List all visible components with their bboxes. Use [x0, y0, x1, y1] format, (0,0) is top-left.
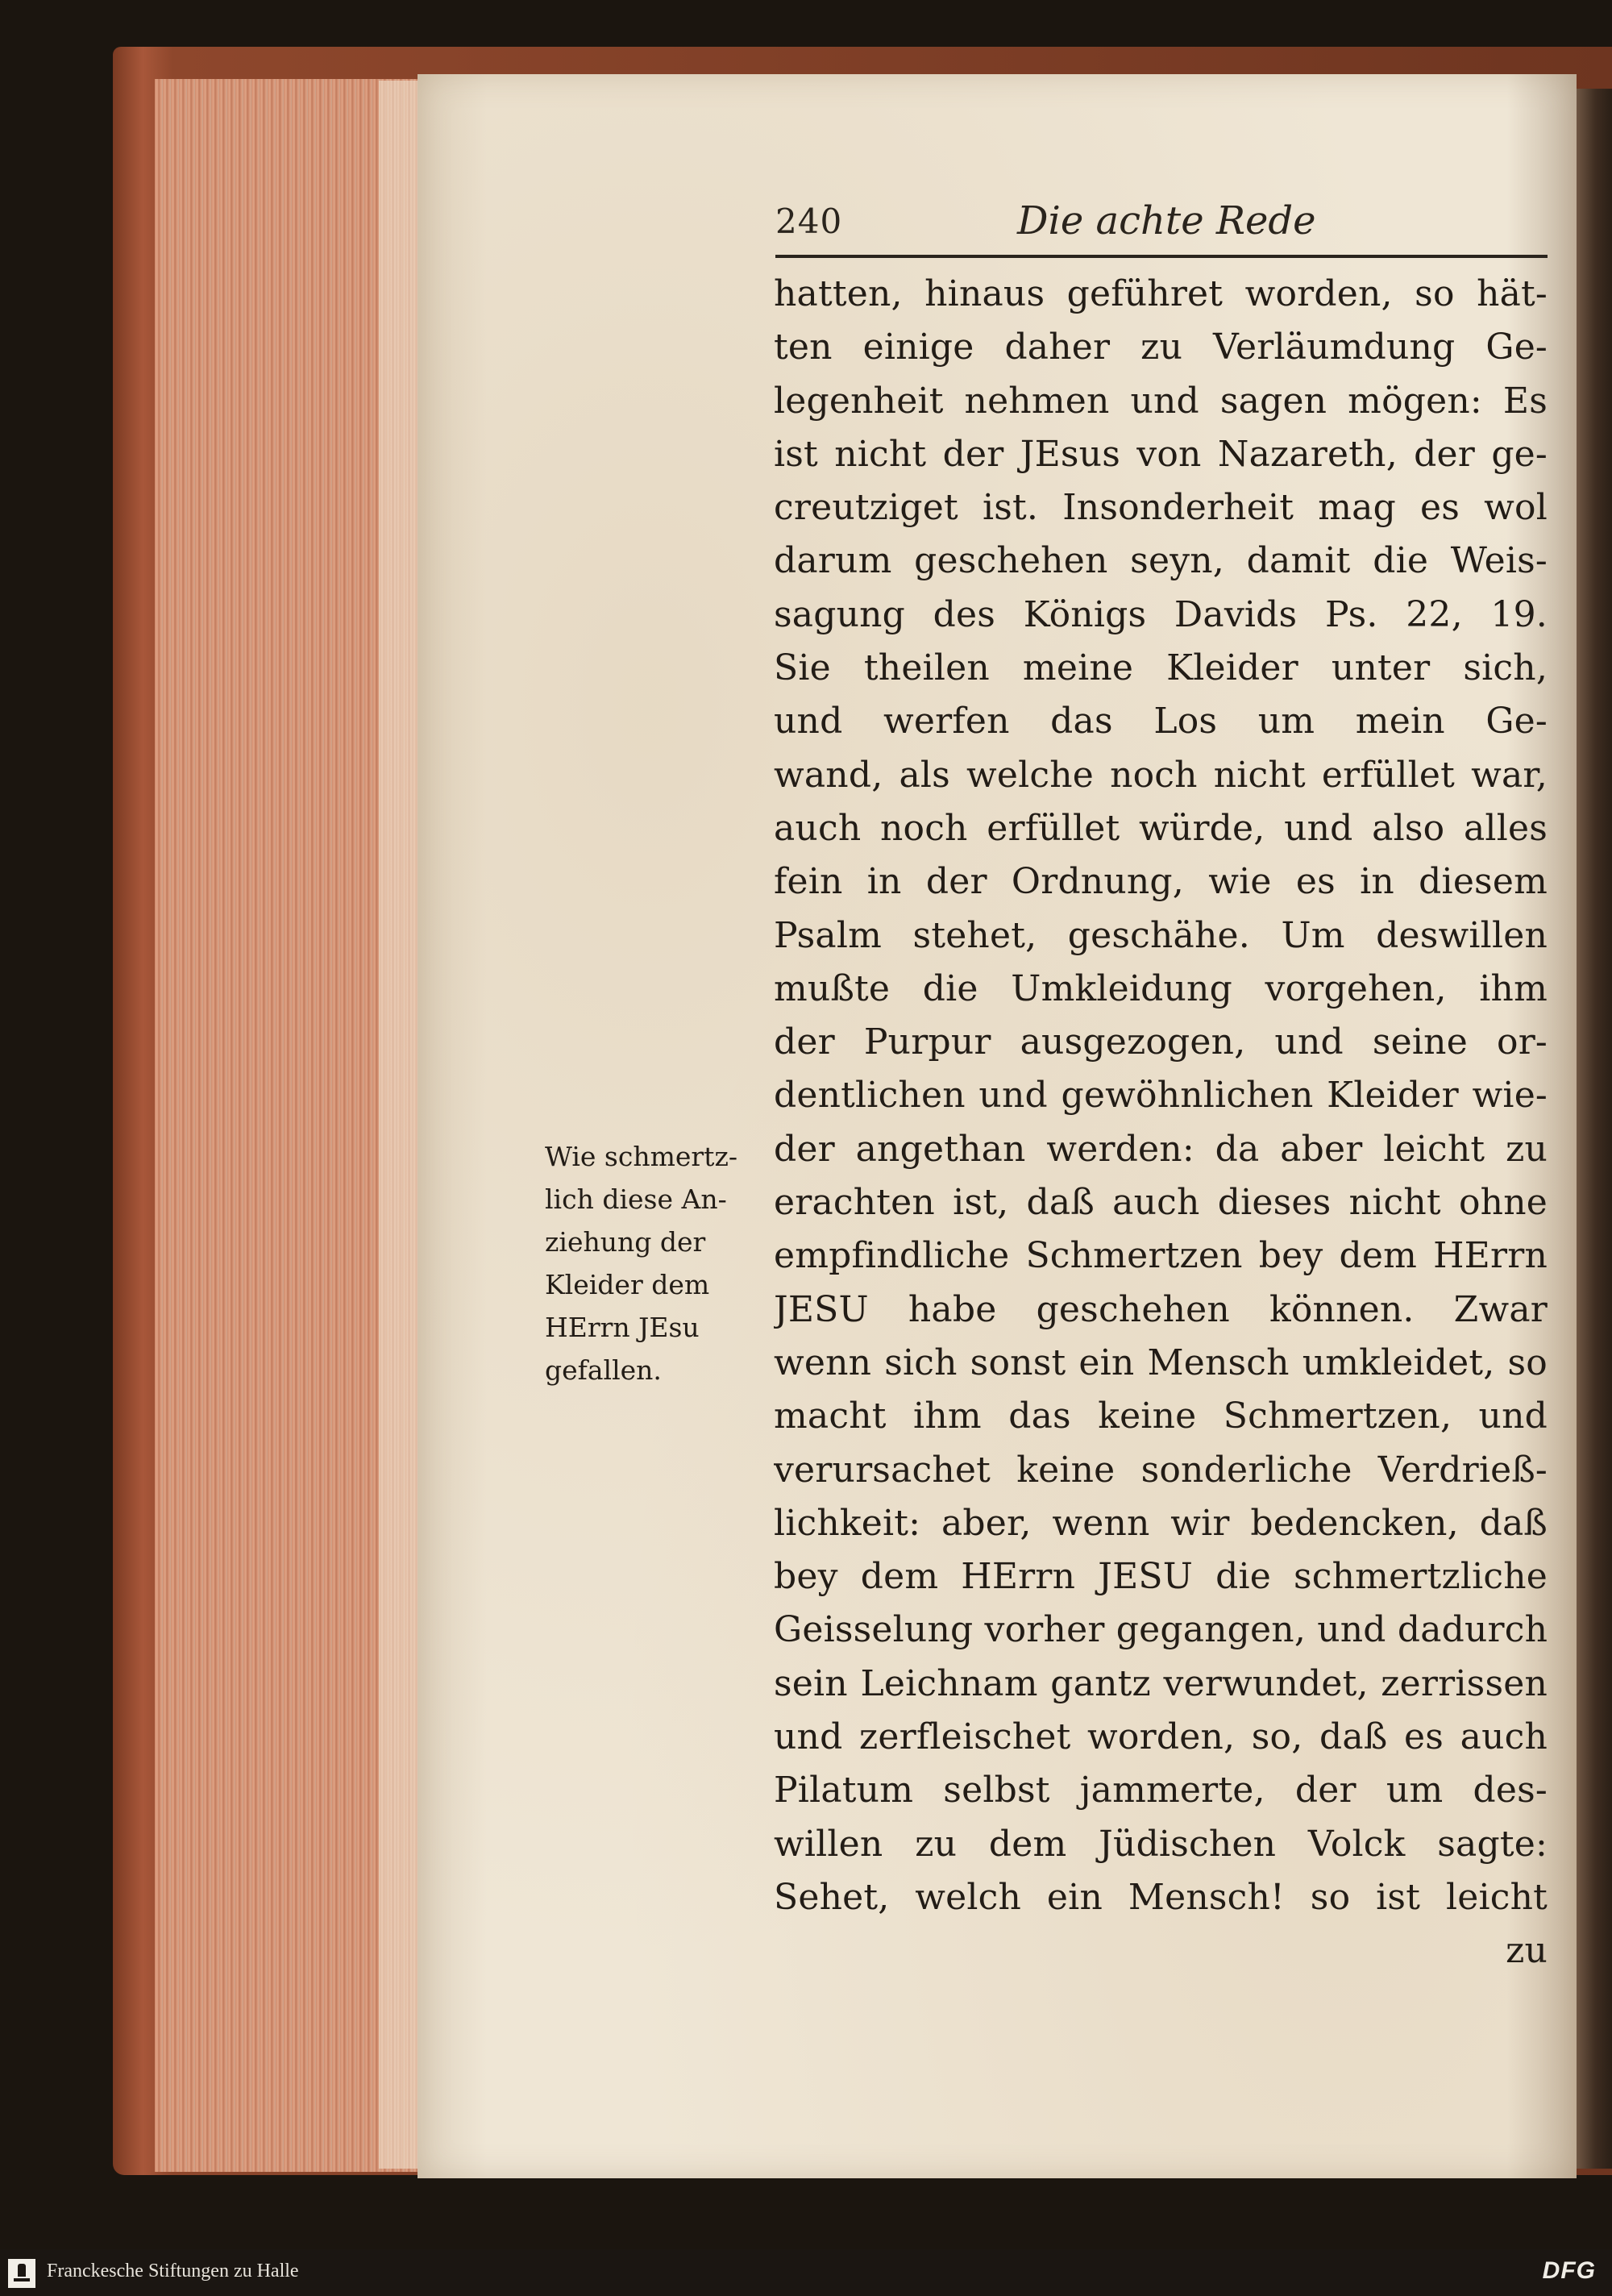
text-line: und werfen das Los um mein Ge- — [774, 701, 1548, 742]
text-line: creutziget ist. Insonderheit mag es wol — [774, 487, 1548, 529]
page-edges-highlight — [379, 81, 419, 2169]
running-head: Die achte Rede — [1017, 198, 1316, 243]
text-line: willen zu dem Jüdischen Volck sagte: — [774, 1823, 1548, 1865]
text-line: und zerfleischet worden, so, daß es auch — [774, 1716, 1548, 1758]
text-line: der Purpur ausgezogen, und seine or- — [774, 1021, 1548, 1063]
text-line: Geisselung vorher gegangen, und dadurch — [774, 1609, 1548, 1651]
institution-name: Franckesche Stiftungen zu Halle — [47, 2261, 299, 2281]
text-line: mußte die Umkleidung vorgehen, ihm — [774, 967, 1548, 1009]
text-line: Pilatum selbst jammerte, der um des- — [774, 1770, 1548, 1811]
text-line: auch noch erfüllet würde, und also alles — [774, 807, 1548, 849]
dfg-logo: DFG — [1542, 2257, 1596, 2284]
page-number: 240 — [775, 202, 843, 241]
text-line: erachten ist, daß auch dieses nicht ohne — [774, 1182, 1548, 1224]
marginal-note-line: lich diese An- — [545, 1183, 727, 1215]
marginal-note-line: Kleider dem — [545, 1269, 710, 1300]
text-line: wenn sich sonst ein Mensch umkleidet, so — [774, 1341, 1548, 1383]
marginal-note — [545, 1135, 772, 1391]
text-line: der angethan werden: da aber leicht zu — [774, 1128, 1548, 1170]
text-line: darum geschehen seyn, damit die Weis- — [774, 540, 1548, 582]
text-line: bey dem HErrn JESU die schmertzliche — [774, 1556, 1548, 1598]
text-line: ist nicht der JEsus von Nazareth, der ge- — [774, 433, 1548, 475]
institution-logo-icon — [8, 2259, 35, 2288]
page-header — [775, 197, 1548, 258]
text-line: JESU habe geschehen können. Zwar — [774, 1288, 1548, 1330]
book-gutter — [1577, 89, 1612, 2169]
text-line: macht ihm das keine Schmertzen, und — [774, 1395, 1548, 1437]
text-line: Sie theilen meine Kleider unter sich, — [774, 647, 1548, 689]
text-line: wand, als welche noch nicht erfüllet war, — [774, 754, 1548, 796]
marginal-note-line: HErrn JEsu — [545, 1312, 700, 1343]
text-line: ten einige daher zu Verläumdung Ge- — [774, 327, 1548, 368]
text-line: verursachet keine sonderliche Verdrieß- — [774, 1449, 1548, 1491]
text-line: dentlichen und gewöhnlichen Kleider wie- — [774, 1075, 1548, 1117]
text-line: legenheit nehmen und sagen mögen: Es — [774, 380, 1548, 422]
text-line: Sehet, welch ein Mensch! so ist leicht — [774, 1876, 1548, 1918]
text-line: empfindliche Schmertzen bey dem HErrn — [774, 1235, 1548, 1277]
text-line: fein in der Ordnung, wie es in diesem — [774, 861, 1548, 903]
footer-bar — [0, 2249, 1612, 2296]
body-text — [774, 268, 1548, 1978]
text-line: hatten, hinaus geführet worden, so hät- — [774, 273, 1548, 314]
text-line: sein Leichnam gantz verwundet, zerrissen — [774, 1662, 1548, 1704]
header-rule — [775, 255, 1548, 258]
marginal-note-line: gefallen. — [545, 1354, 662, 1386]
text-line: lichkeit: aber, wenn wir bedencken, daß — [774, 1502, 1548, 1544]
text-line: sagung des Königs Davids Ps. 22, 19. — [774, 593, 1548, 635]
text-line: Psalm stehet, geschähe. Um deswillen — [774, 914, 1548, 956]
catchword: zu — [1506, 1930, 1548, 1972]
marginal-note-line: ziehung der — [545, 1226, 706, 1258]
marginal-note-line: Wie schmertz- — [545, 1141, 737, 1172]
